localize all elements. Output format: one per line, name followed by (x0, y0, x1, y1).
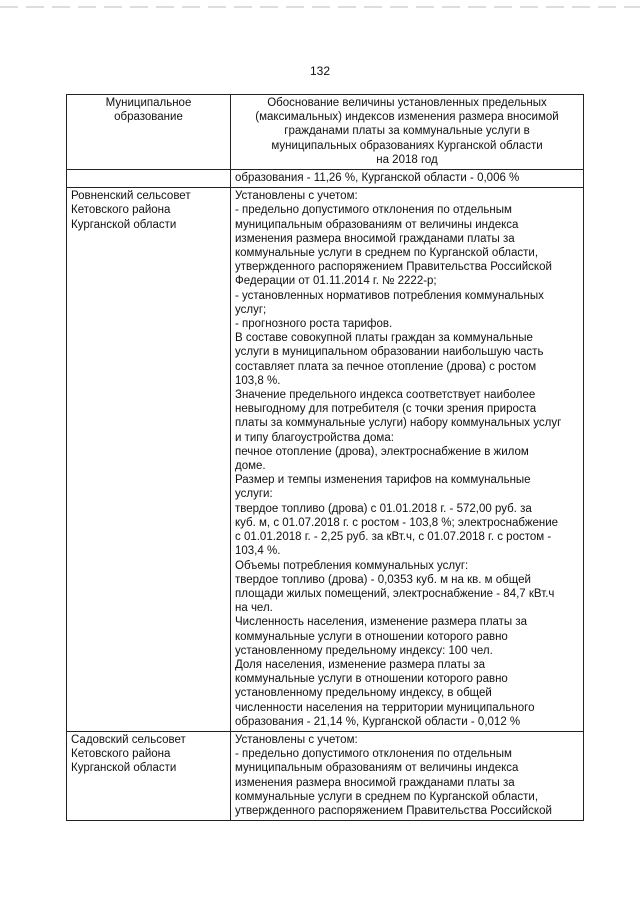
justification-line: Значение предельного индекса соответствует наиболее (235, 389, 536, 402)
justification-line: - предельно допустимого отклонения по отдельным (235, 204, 512, 217)
justification-line: изменения размера вносимой гражданами платы за (235, 232, 515, 245)
municipality-line: Курганской области (71, 762, 177, 775)
table-row (67, 188, 584, 732)
municipality-line: Кетовского района (71, 204, 171, 217)
justification-line: составляет плата за печное отопление (дрова) с ростом (235, 360, 537, 373)
municipality-line: Садовский сельсовет (71, 733, 186, 746)
justification-line: на чел. (235, 602, 273, 615)
justification-cell (231, 170, 584, 188)
justification-line: платы за коммунальные услуги) набору коммунальных услуг (235, 417, 562, 430)
justification-cell (231, 188, 584, 732)
justification-line: численности населения на территории муниципального (235, 701, 535, 714)
justification-line: Доля населения, изменение размера платы за (235, 658, 486, 671)
justification-line: услуги: (235, 488, 273, 501)
justification-line: куб. м, с 01.07.2018 г. с ростом - 103,8 %; электроснабжение (235, 516, 559, 529)
municipality-line: Курганской области (71, 218, 177, 231)
municipality-cell (67, 188, 231, 732)
table-header-row (67, 95, 584, 170)
justification-line: - прогнозного роста тарифов. (235, 318, 393, 331)
municipality-line: Ровненский сельсовет (71, 190, 191, 203)
justification-line: установленному предельному индексу: 100 чел. (235, 644, 493, 657)
justification-line: коммунальные услуги в среднем по Курганской области, (235, 247, 539, 260)
justification-cell (231, 731, 584, 820)
municipality-cell (67, 731, 231, 820)
justification-line: коммунальные услуги в отношении которого равно (235, 673, 508, 686)
justification-line: муниципальным образованиям от величины индекса (235, 762, 519, 775)
header-municipality: Муниципальное образование (67, 95, 231, 170)
justification-line: и типу благоустройства дома: (235, 431, 394, 444)
justification-line: 103,4 %. (235, 545, 281, 558)
table-row (67, 170, 584, 188)
justification-line: печное отопление (дрова), электроснабжение в жилом (235, 445, 529, 458)
justification-line: образования - 21,14 %, Курганской области - 0,012 % (235, 715, 521, 728)
scan-top-artifact (0, 6, 640, 8)
justification-line: утвержденного распоряжением Правительства Российской (235, 261, 552, 274)
page-number: 132 (309, 64, 331, 78)
table-row (67, 731, 584, 820)
justification-line: Установлены с учетом: (235, 190, 358, 203)
justification-line: В составе совокупной платы граждан за коммунальные (235, 332, 533, 345)
municipality-line: Кетовского района (71, 748, 171, 761)
justification-line: твердое топливо (дрова) - 0,0353 куб. м на кв. м общей (235, 573, 531, 586)
justification-line: изменения размера вносимой гражданами платы за (235, 776, 515, 789)
justification-line: невыгодному для потребителя (с точки зрения прироста (235, 403, 537, 416)
justification-line: площади жилых помещений, электроснабжение - 84,7 кВт.ч (235, 587, 555, 600)
justification-line: муниципальным образованиям от величины индекса (235, 218, 519, 231)
justification-line: Размер и темпы изменения тарифов на коммунальные (235, 474, 531, 487)
justification-line: утвержденного распоряжением Правительства Российской (235, 804, 552, 817)
justification-line: твердое топливо (дрова) с 01.01.2018 г. - 572,00 руб. за (235, 502, 532, 515)
tariff-justification-table (66, 94, 584, 821)
justification-line: с 01.01.2018 г. - 2,25 руб. за кВт.ч, с 01.07.2018 г. с ростом - (235, 531, 552, 544)
justification-line: Установлены с учетом: (235, 733, 358, 746)
justification-line: - установленных нормативов потребления коммунальных (235, 289, 544, 302)
justification-line: доме. (235, 460, 266, 473)
justification-line: - предельно допустимого отклонения по отдельным (235, 748, 512, 761)
justification-line: коммунальные услуги в отношении которого равно (235, 630, 508, 643)
header-justification: Обоснование величины установленных предельных (максимальных) индексов изменения размера вносимой гражданами платы за коммунальные услуги в муниципальных образованиях Курганской области на 2018 год (231, 95, 584, 170)
justification-line: Численность населения, изменение размера платы за (235, 616, 528, 629)
justification-line: Объемы потребления коммунальных услуг: (235, 559, 469, 572)
justification-line: образования - 11,26 %, Курганской области - 0,006 % (235, 172, 520, 185)
municipality-cell (67, 170, 231, 188)
justification-line: услуг; (235, 303, 267, 316)
justification-line: 103,8 %. (235, 374, 281, 387)
justification-line: установленному предельному индексу, в общей (235, 687, 492, 700)
justification-line: коммунальные услуги в среднем по Курганской области, (235, 790, 539, 803)
justification-line: Федерации от 01.11.2014 г. № 2222-р; (235, 275, 437, 288)
justification-line: услуги в муниципальном образовании наибольшую часть (235, 346, 544, 359)
